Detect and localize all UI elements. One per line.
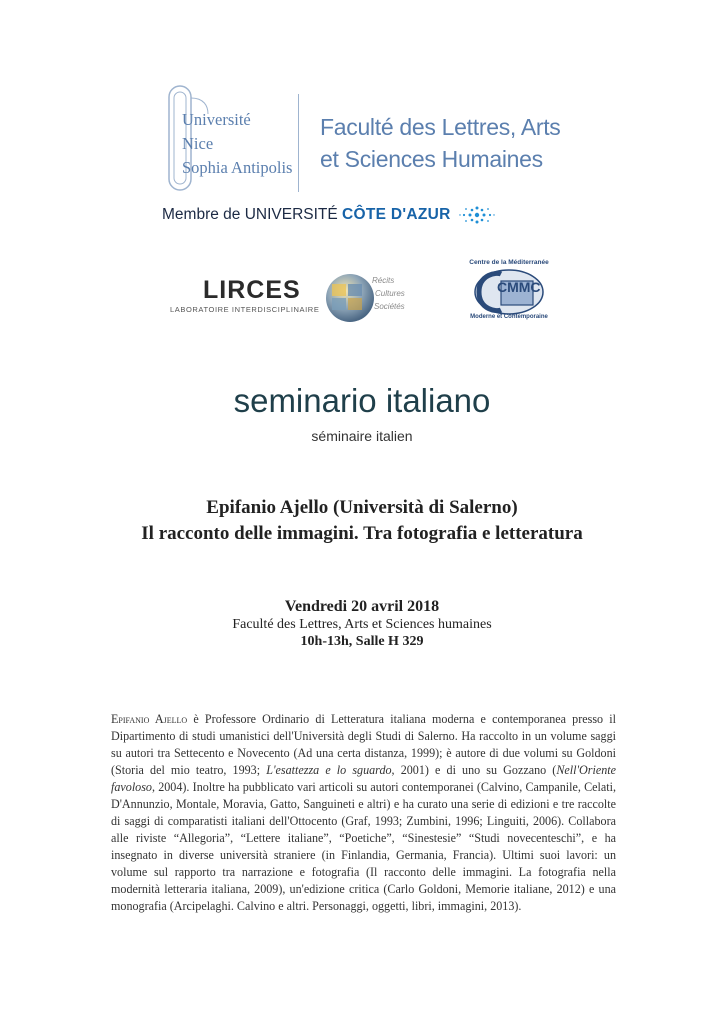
cmmc-logo-bottom: Moderne et Contemporaine [470, 314, 548, 320]
university-word-1: Université [182, 110, 251, 129]
bio-text-3: , 2004). Inoltre ha pubblicato vari articoli su autori contemporanei (Calvino, Campanile, Celati, D'Annunzio, Montale, Moravia, Gatto, Sanguineti e altri) e ha curato una serie di edizioni e tre raccolte di saggi di comparatisti italiani dell'Ottocento (Graf, 1993; Zumbini, 1996; Linguiti, 2006). Collabora alle riviste “Allegoria”, “Lettere italiane”, “Poetiche”, “Sinestesie” “Studi novecenteschi”, e ha insegnato in diverse università straniere (in Finlandia, Germania, Francia). Ultimi suoi lavori: un volume sul rapporto tra narrazione e fotografia (Il racconto delle immagini. La fotografia nella modernità letteraria italiana, 2009), un'edizione critica (Carlo Goldoni, Memorie italiane, 2012) e una monografia (Arcipelaghi. Calvino e altri. Personaggi, oggetti, libri, immagini, 2013). [111, 780, 616, 913]
bio-text-1: è Professore Ordinario di Letteratura italiana moderna e contemporanea presso il Dipartimento di studi umanistici dell'Università degli Studi di Salerno. Ha raccolto in un volume saggi su autori tra Settecento e Novecento (Ad una certa distanza, 1999); è autore di due volumi su Goldoni (Storia del mio teatro, 1993; [111, 712, 616, 777]
lirces-logo-title: LIRCES [203, 276, 301, 304]
cote-dazur-dots-icon [458, 204, 496, 226]
seminar-subtitle: séminaire italien [311, 428, 413, 444]
event-time-room: 10h-13h, Salle H 329 [300, 634, 424, 649]
logo-divider [298, 94, 299, 192]
lirces-word-3: Sociétés [374, 302, 405, 311]
lirces-tagline [372, 274, 405, 313]
faculty-name-line2: et Sciences Humaines [320, 146, 543, 172]
membre-university: UNIVERSITÉ [244, 206, 338, 224]
university-word-2: Nice [182, 134, 214, 153]
talk-title: Il racconto delle immagini. Tra fotografia e letteratura [141, 523, 583, 544]
bio-speaker-name: Epifanio Ajello [111, 712, 188, 726]
membre-brand: CÔTE D'AZUR [342, 206, 451, 224]
lirces-logo-subtitle: LABORATOIRE INTERDISCIPLINAIRE [170, 305, 320, 314]
lirces-word-2: Cultures [375, 289, 405, 298]
speaker-name: Epifanio Ajello (Università di Salerno) [206, 497, 518, 518]
lirces-word-1: Récits [372, 276, 395, 285]
seminar-title: seminario italiano [233, 382, 491, 419]
event-date: Vendredi 20 avril 2018 [284, 598, 440, 615]
faculty-name-line1: Faculté des Lettres, Arts [320, 114, 561, 140]
event-venue: Faculté des Lettres, Arts et Sciences humaines [232, 617, 492, 632]
membre-line [162, 204, 496, 226]
bio-text-2: , 2001) e di uno su Gozzano ( [391, 763, 557, 777]
bio-book-title-1: L'esattezza e lo sguardo [266, 763, 392, 777]
speaker-bio [111, 711, 616, 915]
bio-book-title-2: Nell'Oriente favoloso [111, 763, 616, 794]
cmmc-logo-mark: CMMC [497, 279, 541, 295]
university-word-3: Sophia Antipolis [182, 158, 293, 177]
membre-prefix: Membre de [162, 206, 241, 224]
university-logo [168, 84, 308, 196]
cmmc-logo-top: Centre de la Méditerranée [469, 259, 549, 266]
